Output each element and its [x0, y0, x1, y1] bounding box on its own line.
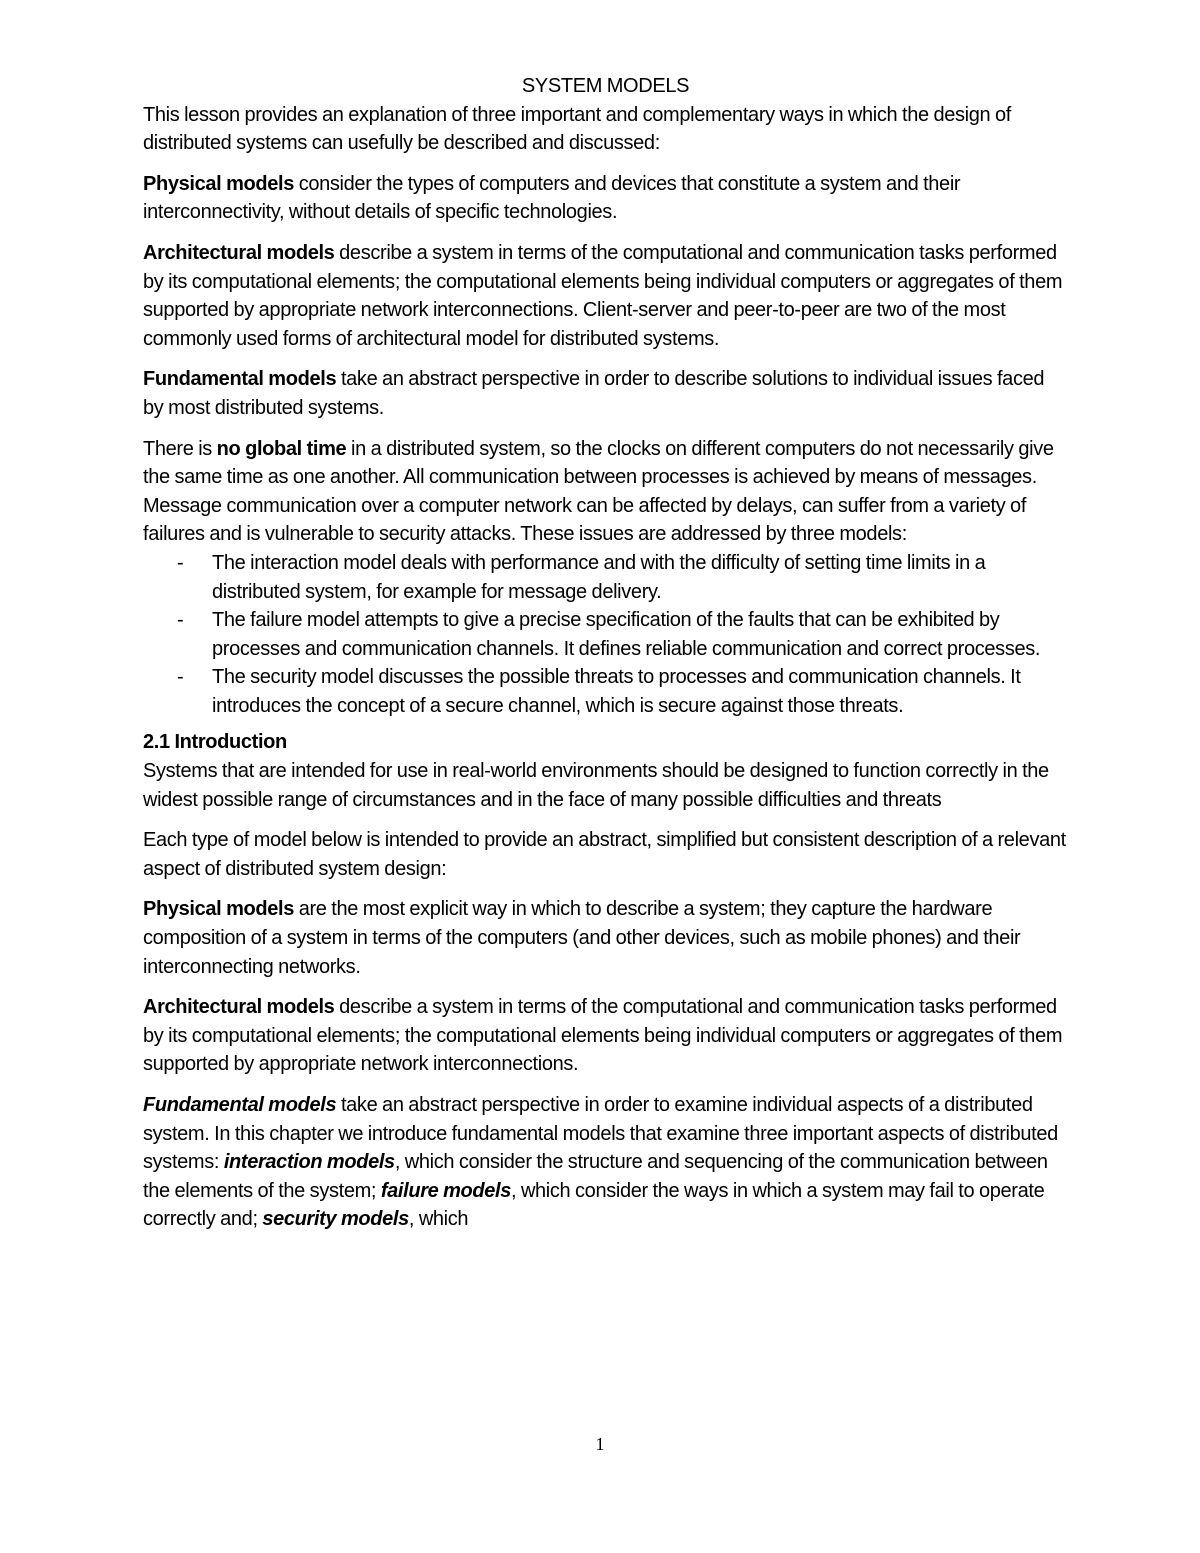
failure-models-term: failure models	[380, 1179, 512, 1202]
physical-models-detail-paragraph	[143, 895, 1068, 981]
document-body	[143, 72, 1068, 1234]
global-time-term: no global time	[216, 437, 347, 460]
fundamental-models-term: Fundamental models	[143, 1094, 337, 1116]
architectural-models-detail-paragraph	[143, 993, 1068, 1079]
document-title: SYSTEM MODELS	[521, 75, 690, 97]
fundamental-models-paragraph	[143, 365, 1068, 422]
section-heading: 2.1 Introduction	[143, 731, 287, 754]
fundamental-text-b: , which consider the structure and sequencing of the communication between the elements of the system;	[143, 1151, 1048, 1202]
global-time-before: There is	[143, 437, 217, 460]
architectural-models-term: Architectural models	[143, 996, 335, 1019]
global-time-paragraph	[143, 435, 1068, 549]
intro-paragraph: This lesson provides an explanation of three important and complementary ways in which the design of distributed systems can usefully be described and discussed:	[143, 103, 1011, 155]
dash-bullet-icon: -	[177, 609, 184, 632]
physical-models-term: Physical models	[143, 172, 294, 195]
list-item	[143, 663, 1068, 720]
architectural-models-paragraph	[143, 239, 1068, 353]
physical-models-paragraph	[143, 170, 1068, 227]
list-item-text: The interaction model deals with performance and with the difficulty of setting time limits in a distributed system, for example for message delivery.	[212, 551, 986, 603]
architectural-models-term: Architectural models	[143, 241, 335, 264]
models-dash-list	[143, 549, 1068, 721]
section-intro-paragraph: Systems that are intended for use in real-world environments should be designed to function correctly in the widest possible range of circumstances and in the face of many possible difficulties and threats	[143, 760, 1049, 811]
physical-models-detail-text: are the most explicit way in which to describe a system; they capture the hardware composition of a system in terms of the computers (and other devices, such as mobile phones) and their interconnecting networks.	[143, 898, 1021, 978]
interaction-models-term: interaction models	[223, 1151, 395, 1174]
fundamental-models-detail-paragraph	[143, 1091, 1068, 1234]
architectural-models-detail-text: describe a system in terms of the computational and communication tasks performed by its computational elements; the computational elements being individual computers or aggregates of them supported by appropriate network interconnections.	[143, 996, 1063, 1076]
dash-bullet-icon: -	[177, 551, 184, 574]
spacer	[143, 158, 1068, 170]
list-item	[143, 606, 1068, 663]
model-types-paragraph: Each type of model below is intended to provide an abstract, simplified but consistent description of a relevant aspect of distributed system design:	[143, 829, 1066, 880]
fundamental-models-term: Fundamental models	[143, 368, 337, 391]
list-item-text: The security model discusses the possible threats to processes and communication channels. It introduces the concept of a secure channel, which is secure against those threats.	[212, 666, 1021, 717]
global-time-after: in a distributed system, so the clocks on different computers do not necessarily give the same time as one another. All communication between processes is achieved by means of messages. Message communication over a computer network can be affected by delays, can suffer from a variety of failures and is vulnerable to security attacks. These issues are addressed by three models:	[143, 437, 1054, 546]
fundamental-text-c: , which consider the ways in which a system may fail to operate correctly and;	[143, 1179, 1045, 1231]
list-item	[143, 549, 1068, 606]
list-item-text: The failure model attempts to give a precise specification of the faults that can be exhibited by processes and communication channels. It defines reliable communication and correct processes.	[212, 609, 1041, 660]
physical-models-text: consider the types of computers and devices that constitute a system and their interconnectivity, without details of specific technologies.	[143, 172, 961, 224]
page-number: 1	[595, 1434, 605, 1454]
security-models-term: security models	[262, 1208, 409, 1231]
fundamental-text-d: , which	[408, 1208, 469, 1231]
fundamental-text-a: take an abstract perspective in order to examine individual aspects of a distributed system. In this chapter we introduce fundamental models that examine three important aspects of distributed systems:	[143, 1094, 1058, 1174]
dash-bullet-icon: -	[177, 666, 184, 689]
architectural-models-text: describe a system in terms of the computational and communication tasks performed by its computational elements; the computational elements being individual computers or aggregates of them supported by appropriate network interconnections. Client-server and peer-to-peer are two of the most commonly used forms of architectural model for distributed systems.	[143, 241, 1063, 350]
physical-models-term: Physical models	[143, 898, 294, 921]
fundamental-models-text: take an abstract perspective in order to describe solutions to individual issues faced by most distributed systems.	[143, 368, 1045, 419]
